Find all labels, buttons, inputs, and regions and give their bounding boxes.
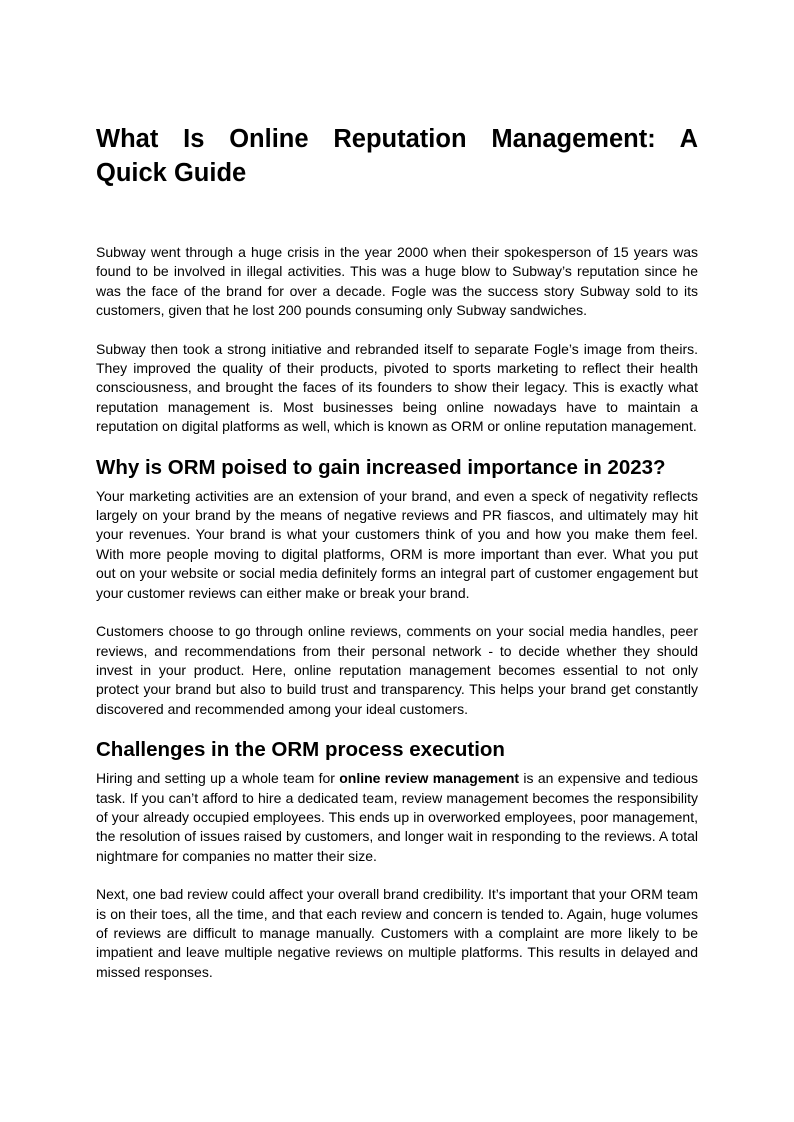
challenges-text-start: Hiring and setting up a whole team for [96,770,340,787]
heading-why-orm: Why is ORM poised to gain increased importance in 2023? [96,455,666,479]
intro-paragraph-2: Subway then took a strong initiative and rebranded itself to separate Fogle’s image from theirs. They improved the quality of their products, pivoted to sports marketing to reflect their health consciousness, and brought the faces of its founders to show their legacy. This is exactly what reputation management is. Most businesses being online nowadays have to maintain a reputation on digital platforms as well, which is known as ORM or online reputation management. [96,340,698,435]
why-paragraph-2: Customers choose to go through online reviews, comments on your social media handles, peer reviews, and recommendations from their personal network - to decide whether they should invest in your product. Here, online reputation management becomes essential to not only protect your brand but also to build trust and transparency. This helps your brand get constantly discovered and recommended among your ideal customers. [96,623,698,717]
challenges-paragraph-2: Next, one bad review could affect your overall brand credibility. It’s important that your ORM team is on their toes, all the time, and that each review and concern is tended to. Again, huge volumes of reviews are difficult to manage manually. Customers with a complaint are more likely to be impatient and leave multiple negative reviews on multiple platforms. This results in delayed and missed responses. [96,886,698,980]
why-paragraph-1: Your marketing activities are an extension of your brand, and even a speck of negativity reflects largely on your brand by the means of negative reviews and PR fiascos, and ultimately may hit your revenues. Your brand is what your customers think of you and how you make them feel. With more people moving to digital platforms, ORM is more important than ever. What you put out on your website or social media definitely forms an integral part of customer engagement but your customer reviews can either make or break your brand. [96,487,698,601]
document-page [96,122,698,982]
challenges-paragraph-1 [96,769,698,866]
title-line-2: Quick Guide [96,159,247,187]
document-title [96,122,698,190]
challenges-text-end: is an expensive and tedious task. If you can’t afford to hire a dedicated team, review management becomes the responsibility of your already occupied employees. This ends up in overworked employees, poor management, the resolution of issues raised by customers, and longer wait in responding to the reviews. A total nightmare for companies no matter their size. [96,770,698,864]
title-line-1: What Is Online Reputation Management: A [96,125,698,153]
intro-paragraph-1: Subway went through a huge crisis in the year 2000 when their spokesperson of 15 years was found to be involved in illegal activities. This was a huge blow to Subway’s reputation since he was the face of the brand for over a decade. Fogle was the success story Subway sold to its customers, given that he lost 200 pounds consuming only Subway sandwiches. [96,244,698,319]
online-review-management-emphasis: online review management [339,770,520,787]
heading-challenges: Challenges in the ORM process execution [96,738,505,762]
